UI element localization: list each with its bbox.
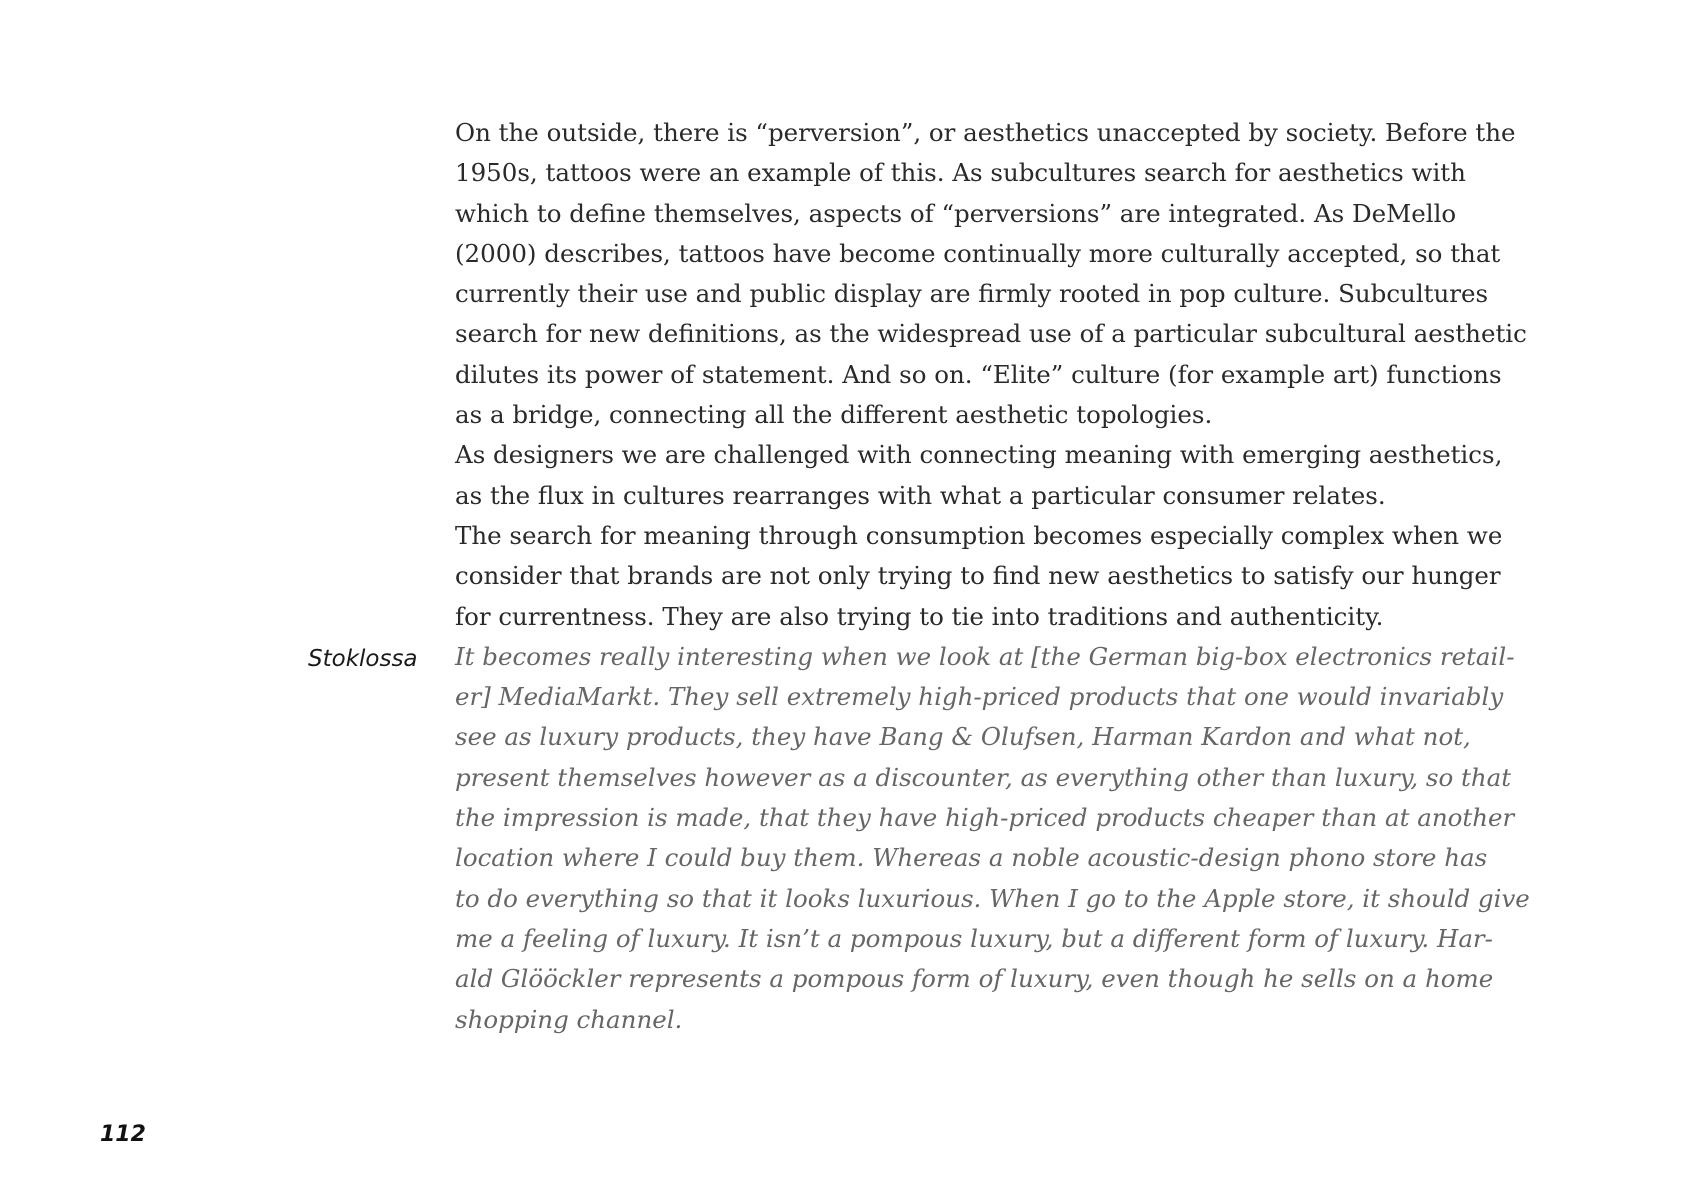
quote-line: see as luxury products, they have Bang & Olufsen, Harman Kardon and what not, [455,722,1471,752]
quote-line: It becomes really interesting when we look at [the German big-box electronics retail- [455,641,1515,671]
body-line: dilutes its power of statement. And so on. “Elite” culture (for example art) functions [455,359,1502,389]
speaker-name: Stoklossa [308,646,418,672]
page-number: 112 [100,1122,146,1147]
quote-line: er] MediaMarkt. They sell extremely high-priced products that one would invariably [455,682,1504,712]
body-line: as the flux in cultures rearranges with what a particular consumer relates. [455,480,1386,510]
interview-quote [455,637,1635,1040]
quote-line: the impression is made, that they have high-priced products cheaper than at another [455,803,1515,833]
body-line: On the outside, there is “perversion”, or aesthetics unaccepted by society. Before the [455,118,1516,147]
body-line: as a bridge, connecting all the different aesthetic topologies. [455,400,1213,430]
quote-line: location where I could buy them. Whereas a noble acoustic-design phono store has [455,843,1488,873]
quote-line: present themselves however as a discounter, as everything other than luxury, so that [455,762,1512,792]
quote-line: me a feeling of luxury. It isn’t a pompous luxury, but a different form of luxury. Har- [455,923,1493,953]
quote-line: to do everything so that it looks luxurious. When I go to the Apple store, it should give [455,883,1530,913]
quote-line: shopping channel. [455,1004,683,1034]
body-line: As designers we are challenged with connecting meaning with emerging aesthetics, [455,440,1503,470]
body-line: The search for meaning through consumption becomes especially complex when we [455,520,1503,550]
body-line: (2000) describes, tattoos have become continually more culturally accepted, so that [455,238,1501,268]
quote-line: ald Glööckler represents a pompous form of luxury, even though he sells on a home [455,964,1494,994]
main-text [455,113,1635,1040]
body-line: which to define themselves, aspects of “perversions” are integrated. As DeMello [455,198,1457,228]
body-line: consider that brands are not only trying to find new aesthetics to satisfy our hunger [455,561,1501,591]
body-line: search for new definitions, as the widespread use of a particular subcultural aesthetic [455,319,1527,349]
body-line: 1950s, tattoos were an example of this. As subcultures search for aesthetics with [455,158,1466,188]
body-paragraphs [455,113,1635,637]
body-line: for currentness. They are also trying to tie into traditions and authenticity. [455,601,1384,631]
body-line: currently their use and public display are firmly rooted in pop culture. Subcultures [455,279,1489,309]
